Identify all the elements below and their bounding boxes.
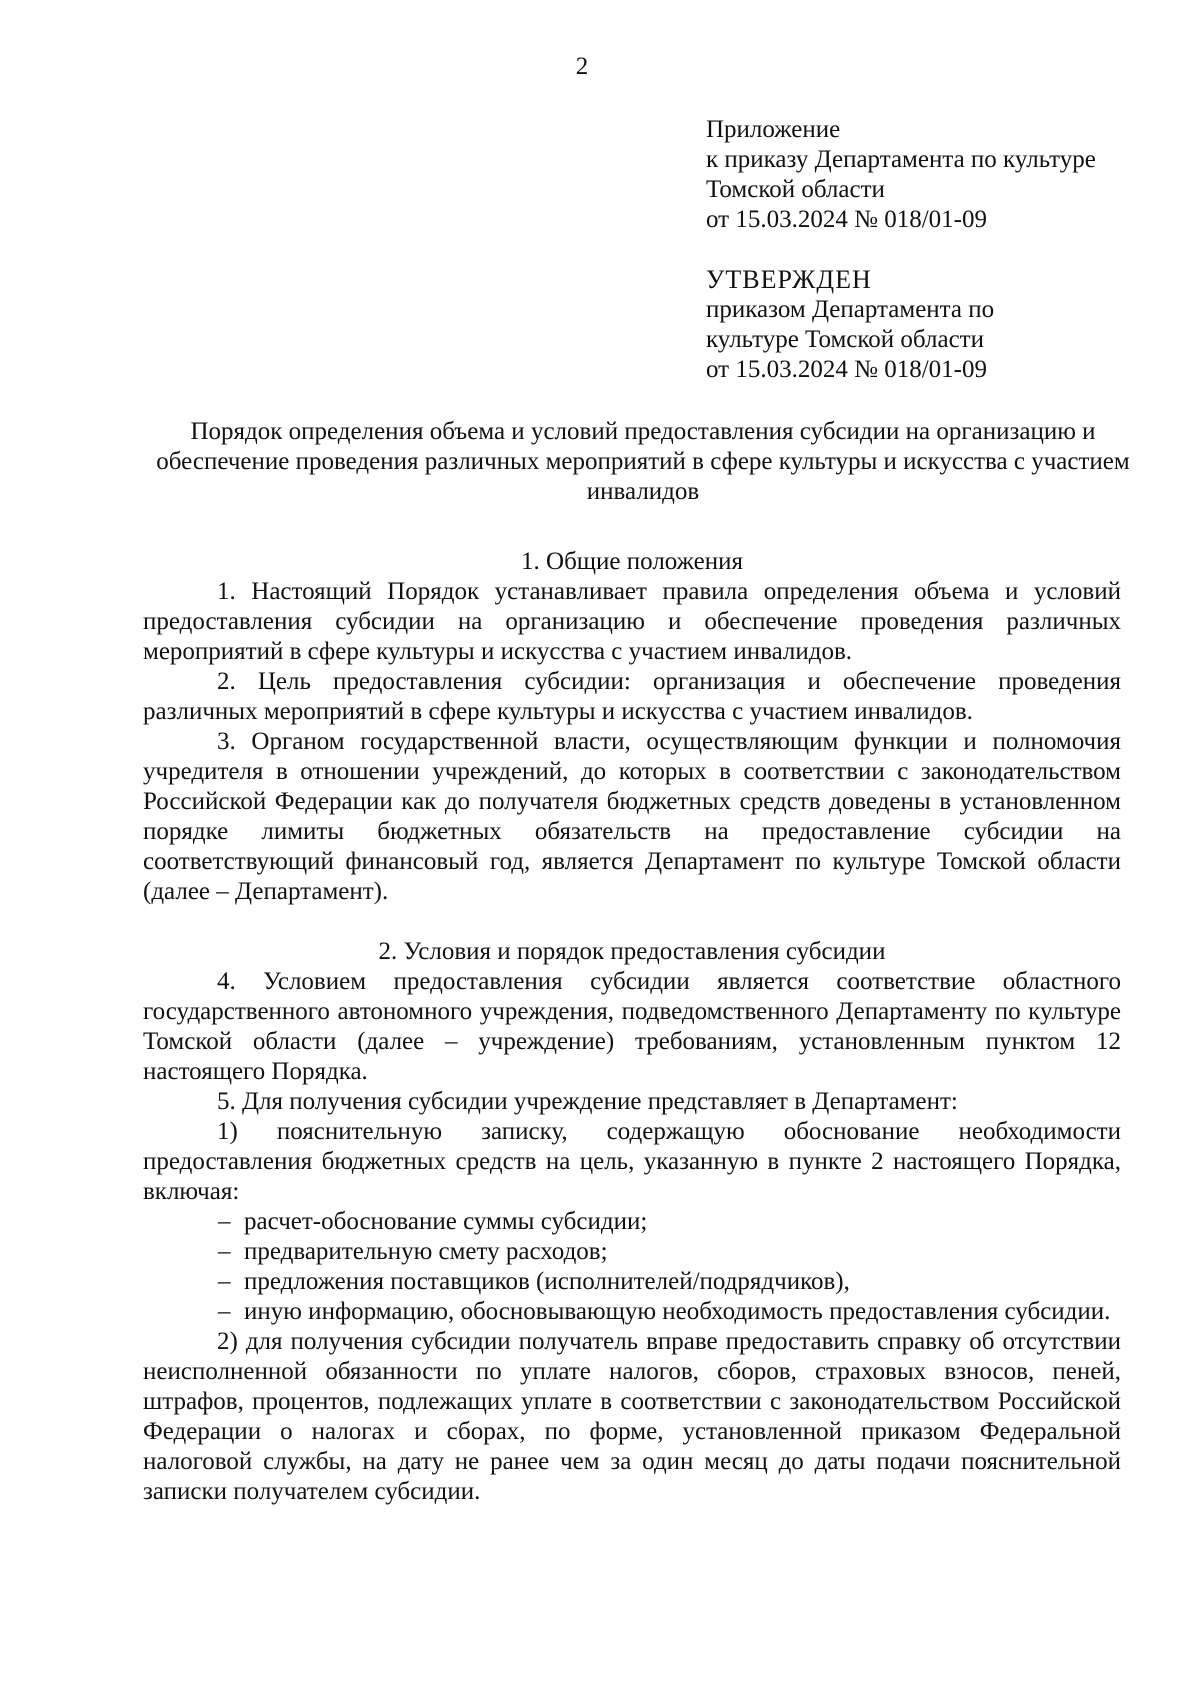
approval-line: культуре Томской области bbox=[706, 326, 984, 353]
list-item bbox=[143, 1207, 1121, 1237]
section-gap bbox=[143, 907, 1121, 937]
list-item-text: предложения поставщиков (исполнителей/подрядчиков), bbox=[244, 1268, 850, 1295]
document-title: Порядок определения объема и условий предоставления субсидии на организацию и обеспечение проведения различных мероприятий в сфере культуры и искусства с участием инвалидов bbox=[156, 418, 1130, 505]
attachment-list bbox=[143, 1207, 1121, 1327]
approval-heading: УТВЕРЖДЕН bbox=[706, 265, 872, 294]
subitem-2: 2) для получения субсидии получатель вправе предоставить справку об отсутствии неисполненной обязанности по уплате налогов, сборов, страховых взносов, пеней, штрафов, процентов, подлежащих уплате в соответствии с законодательством Российской Федерации о налогах и сборах, по форме, установленной приказом Федеральной налоговой службы, на дату не ранее чем за один месяц до даты подачи пояснительной записки получателем субсидии. bbox=[143, 1328, 1121, 1505]
paragraph-4: 4. Условием предоставления субсидии является соответствие областного государственного автономного учреждения, подведомственного Департаменту по культуре Томской области (далее – учреждение) требованиям, установленным пунктом 12 настоящего Порядка. bbox=[143, 968, 1121, 1085]
dash-marker: – bbox=[218, 1208, 231, 1235]
approval-line: приказом Департамента по bbox=[706, 296, 995, 323]
list-item bbox=[143, 1267, 1121, 1297]
list-item bbox=[143, 1237, 1121, 1267]
list-item-text: расчет-обоснование суммы субсидии; bbox=[244, 1208, 648, 1235]
list-item-text: предварительную смету расходов; bbox=[244, 1238, 608, 1265]
dash-marker: – bbox=[218, 1298, 231, 1325]
appendix-block bbox=[706, 115, 1176, 235]
paragraph-5: 5. Для получения субсидии учреждение представляет в Департамент: bbox=[217, 1088, 958, 1115]
list-item-text: иную информацию, обосновывающую необходимость предоставления субсидии. bbox=[244, 1298, 1111, 1325]
paragraph-1: 1. Настоящий Порядок устанавливает правила определения объема и условий предоставления субсидии на организацию и обеспечение проведения различных мероприятий в сфере культуры и искусства с участием инвалидов. bbox=[143, 578, 1121, 665]
list-item bbox=[143, 1297, 1121, 1327]
subitem-1: 1) пояснительную записку, содержащую обоснование необходимости предоставления бюджетных средств на цель, указанную в пункте 2 настоящего Порядка, включая: bbox=[143, 1118, 1121, 1205]
section-1-heading: 1. Общие положения bbox=[521, 548, 743, 575]
appendix-line: Томской области bbox=[706, 176, 885, 203]
document-body bbox=[143, 547, 1121, 1507]
approval-line: от 15.03.2024 № 018/01-09 bbox=[706, 356, 987, 383]
appendix-line: к приказу Департамента по культуре bbox=[706, 146, 1096, 173]
appendix-line: Приложение bbox=[706, 116, 841, 143]
approval-block bbox=[706, 265, 1176, 385]
dash-marker: – bbox=[218, 1238, 231, 1265]
page-number: 2 bbox=[575, 53, 589, 80]
paragraph-3: 3. Органом государственной власти, осуществляющим функции и полномочия учредителя в отношении учреждений, до которых в соответствии с законодательством Российской Федерации как до получателя бюджетных средств доведены в установленном порядке лимиты бюджетных обязательств на предоставление субсидии на соответствующий финансовый год, является Департамент по культуре Томской области (далее – Департамент). bbox=[143, 728, 1121, 905]
appendix-line: от 15.03.2024 № 018/01-09 bbox=[706, 206, 987, 233]
paragraph-2: 2. Цель предоставления субсидии: организация и обеспечение проведения различных мероприятий в сфере культуры и искусства с участием инвалидов. bbox=[143, 668, 1121, 725]
section-2-heading: 2. Условия и порядок предоставления субсидии bbox=[378, 938, 886, 965]
dash-marker: – bbox=[218, 1268, 231, 1295]
